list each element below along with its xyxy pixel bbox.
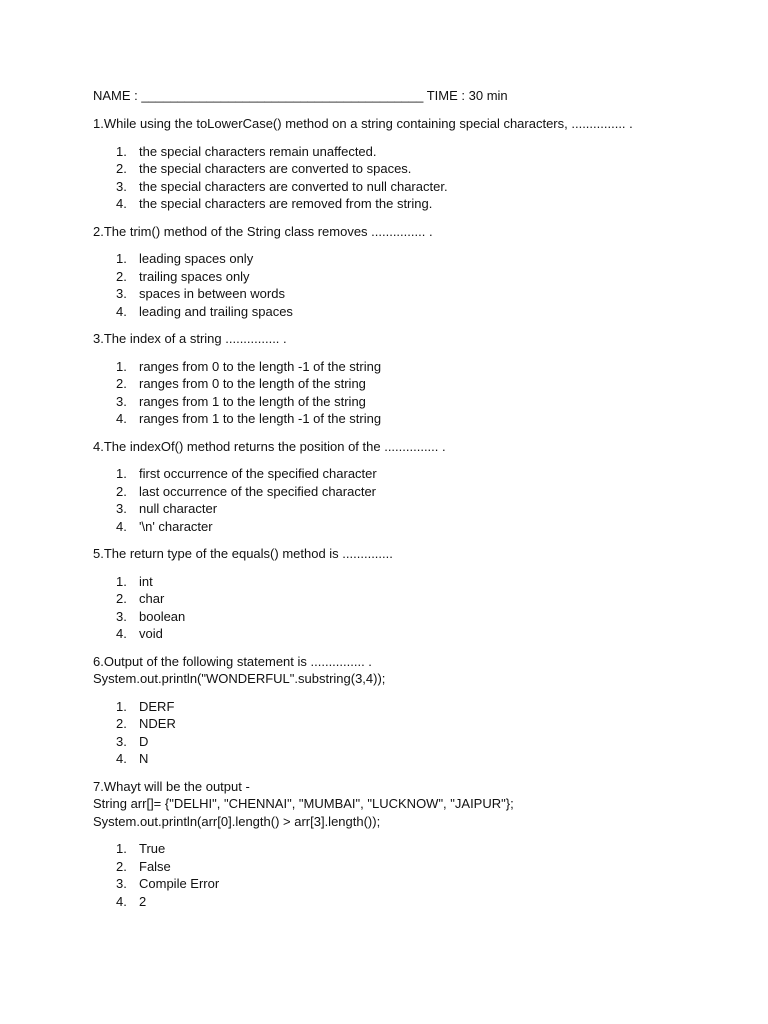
question-text: 3.The index of a string ............... . (93, 331, 287, 346)
option-list (93, 465, 693, 535)
option-item (93, 608, 693, 626)
option-list (93, 573, 693, 643)
option-number: 4. (116, 196, 127, 211)
option-text: ranges from 1 to the length -1 of the string (139, 411, 382, 426)
option-text: the special characters remain unaffected. (139, 143, 377, 159)
question-text: 7.Whayt will be the output - String arr[]= {"DELHI", "CHENNAI", "MUMBAI", "LUCKNOW", "JAIPUR"}; System.out.println(arr[0].length() > arr[3].length()); (93, 778, 514, 829)
option-text: ranges from 0 to the length of the string (139, 376, 366, 391)
option-text: the special characters are converted to spaces. (139, 161, 412, 176)
question-block (93, 778, 693, 911)
option-item (93, 590, 693, 608)
option-number: 4. (116, 751, 127, 766)
quiz-content (93, 87, 693, 920)
option-number: 1. (116, 358, 127, 374)
option-number: 4. (116, 411, 127, 426)
option-item (93, 573, 693, 591)
question-text: 5.The return type of the equals() method is .............. (93, 546, 393, 561)
question-block (93, 223, 693, 321)
option-number: 2. (116, 858, 127, 874)
option-item (93, 858, 693, 876)
option-text: NDER (139, 716, 176, 731)
option-item (93, 465, 693, 483)
option-item (93, 733, 693, 751)
option-text: Compile Error (139, 876, 220, 891)
option-item (93, 625, 693, 643)
option-text: last occurrence of the specified character (139, 483, 377, 499)
question-block (93, 438, 693, 536)
option-item (93, 375, 693, 393)
option-item (93, 750, 693, 768)
option-text: N (139, 751, 149, 766)
option-item (93, 195, 693, 213)
option-text: void (139, 626, 163, 641)
option-number: 3. (116, 876, 127, 891)
question-block (93, 115, 693, 213)
option-number: 2. (116, 591, 127, 606)
option-item (93, 410, 693, 428)
option-list (93, 840, 693, 910)
option-number: 3. (116, 286, 127, 301)
name-time-header: NAME : _______________________________________ TIME : 30 min (93, 88, 508, 103)
option-text: spaces in between words (139, 286, 285, 301)
question-text: 2.The trim() method of the String class removes ............... . (93, 223, 433, 239)
option-number: 1. (116, 143, 127, 159)
question-text: 6.Output of the following statement is ............... . System.out.println("WONDERFUL".substring(3,4)); (93, 653, 386, 686)
option-item (93, 160, 693, 178)
option-item (93, 840, 693, 858)
option-item (93, 303, 693, 321)
option-number: 2. (116, 483, 127, 499)
option-text: null character (139, 501, 218, 516)
option-number: 3. (116, 393, 127, 409)
option-number: 3. (116, 501, 127, 516)
option-number: 1. (116, 698, 127, 714)
question-text: 4.The indexOf() method returns the position of the ............... . (93, 438, 446, 454)
option-text: ranges from 1 to the length of the string (139, 393, 366, 409)
option-item (93, 518, 693, 536)
option-text: leading and trailing spaces (139, 303, 293, 319)
option-item (93, 268, 693, 286)
question-block (93, 653, 693, 768)
option-item (93, 393, 693, 411)
option-number: 4. (116, 893, 127, 909)
option-text: DERF (139, 698, 175, 714)
option-text: first occurrence of the specified character (139, 466, 377, 481)
option-number: 1. (116, 251, 127, 266)
option-list (93, 358, 693, 428)
option-text: True (139, 841, 166, 856)
option-text: leading spaces only (139, 251, 254, 266)
option-item (93, 893, 693, 911)
option-number: 2. (116, 161, 127, 176)
option-item (93, 715, 693, 733)
option-number: 2. (116, 268, 127, 284)
option-number: 1. (116, 466, 127, 481)
option-number: 4. (116, 303, 127, 319)
option-number: 2. (116, 716, 127, 731)
option-number: 3. (116, 178, 127, 194)
option-text: boolean (139, 608, 186, 624)
option-number: 4. (116, 626, 127, 641)
option-list (93, 143, 693, 213)
option-number: 4. (116, 518, 127, 534)
option-text: trailing spaces only (139, 268, 250, 284)
option-item (93, 698, 693, 716)
option-text: '\n' character (139, 518, 213, 534)
option-text: the special characters are removed from the string. (139, 196, 433, 211)
option-item (93, 285, 693, 303)
question-text: 1.While using the toLowerCase() method on a string containing special characters, ............... . (93, 116, 633, 131)
option-item (93, 250, 693, 268)
option-text: int (139, 573, 153, 589)
option-item (93, 178, 693, 196)
question-block (93, 330, 693, 428)
option-text: D (139, 733, 149, 749)
option-item (93, 358, 693, 376)
option-number: 1. (116, 573, 127, 589)
option-item (93, 143, 693, 161)
option-item (93, 875, 693, 893)
option-text: ranges from 0 to the length -1 of the string (139, 358, 382, 374)
option-text: char (139, 591, 165, 606)
option-number: 3. (116, 733, 127, 749)
option-number: 1. (116, 841, 127, 856)
option-list (93, 698, 693, 768)
option-text: 2 (139, 893, 147, 909)
option-text: the special characters are converted to null character. (139, 178, 448, 194)
option-item (93, 500, 693, 518)
question-list (93, 115, 693, 910)
question-block (93, 545, 693, 643)
option-number: 2. (116, 376, 127, 391)
option-list (93, 250, 693, 320)
option-text: False (139, 858, 171, 874)
option-number: 3. (116, 608, 127, 624)
option-item (93, 483, 693, 501)
